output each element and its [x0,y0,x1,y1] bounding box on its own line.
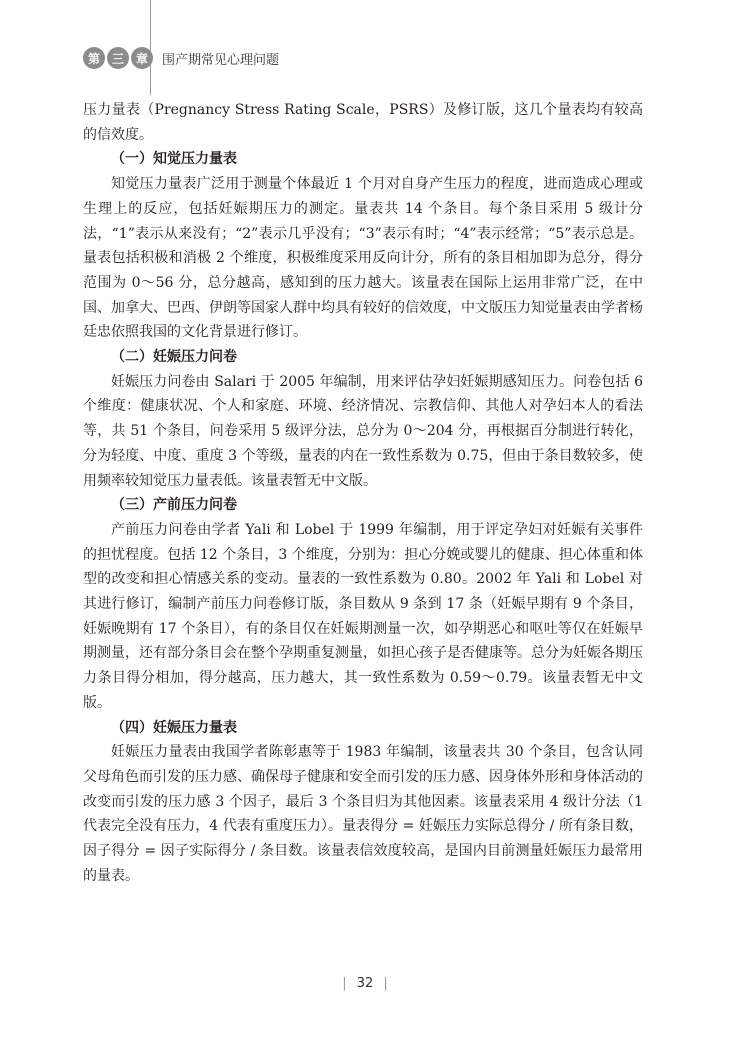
footer-divider-left: | [342,976,347,991]
page-number: 32 [356,976,374,991]
section-paragraph: 知觉压力量表广泛用于测量个体最近 1 个月对自身产生压力的程度，进而造成心理或生理上的反应，包括妊娠期压力的测定。量表共 14 个条目。每个条目采用 5 级计分法，“1”表示从来没有；“2”表示几乎没有；“3”表示有时；“4”表示经常；“5”表示总是。量表包括积极和消极 2 个维度，积极维度采用反向计分，所有的条目相加即为总分，得分范围为 0～56 分，总分越高，感知到的压力越大。该量表在国际上运用非常广泛，在中国、加拿大、巴西、伊朗等国家人群中均具有较好的信效度，中文版压力知觉量表由学者杨廷忠依照我国的文化背景进行修订。 [83,176,643,341]
footer-divider-right: | [383,976,388,991]
page-footer [0,976,730,991]
section-heading: （三）产前压力问卷 [111,497,237,514]
running-title: 围产期常见心理问题 [162,53,280,68]
page-body [83,98,643,889]
chapter-badge: 第 [83,47,105,69]
chapter-badge-group [83,47,153,69]
intro-paragraph: 压力量表（Pregnancy Stress Rating Scale，PSRS）及修订版，这几个量表均有较高的信效度。 [83,102,643,143]
section-paragraph: 妊娠压力问卷由 Salari 于 2005 年编制，用来评估孕妇妊娠期感知压力。问卷包括 6 个维度：健康状况、个人和家庭、环境、经济情况、宗教信仰、其他人对孕妇本人的看法等，共 51 个条目，问卷采用 5 级评分法，总分为 0～204 分，再根据百分制进行转化，分为轻度、中度、重度 3 个等级，量表的内在一致性系数为 0.75，但由于条目数较多，使用频率较知觉压力量表低。该量表暂无中文版。 [83,373,643,489]
section-paragraph: 妊娠压力量表由我国学者陈彰惠等于 1983 年编制，该量表共 30 个条目，包含认同父母角色而引发的压力感、确保母子健康和安全而引发的压力感、因身体外形和身体活动的改变而引发的压力感 3 个因子，最后 3 个条目归为其他因素。该量表采用 4 级计分法（1 代表完全没有压力，4 代表有重度压力）。量表得分 = 妊娠压力实际总得分 / 所有条目数，因子得分 = 因子实际得分 / 条目数。该量表信效度较高，是国内目前测量妊娠压力最常用的量表。 [83,744,643,884]
chapter-badge: 三 [107,47,129,69]
section-heading: （一）知觉压力量表 [111,151,237,168]
section-paragraph: 产前压力问卷由学者 Yali 和 Lobel 于 1999 年编制，用于评定孕妇对妊娠有关事件的担忧程度。包括 12 个条目，3 个维度，分别为：担心分娩或婴儿的健康、担心体重和体型的改变和担心情感关系的变动。量表的一致性系数为 0.80。2002 年 Yali 和 Lobel 对其进行修订，编制产前压力问卷修订版，条目数从 9 条到 17 条（妊娠早期有 9 个条目，妊娠晚期有 17 个条目），有的条目仅在妊娠期测量一次，如孕期恶心和呕吐等仅在妊娠早期测量，还有部分条目会在整个孕期重复测量，如担心孩子是否健康等。总分为妊娠各期压力条目得分相加，得分越高，压力越大，其一致性系数为 0.59～0.79。该量表暂无中文版。 [83,521,643,711]
section-heading: （二）妊娠压力问卷 [111,349,237,366]
section-heading: （四）妊娠压力量表 [111,719,237,736]
chapter-badge: 章 [131,47,153,69]
